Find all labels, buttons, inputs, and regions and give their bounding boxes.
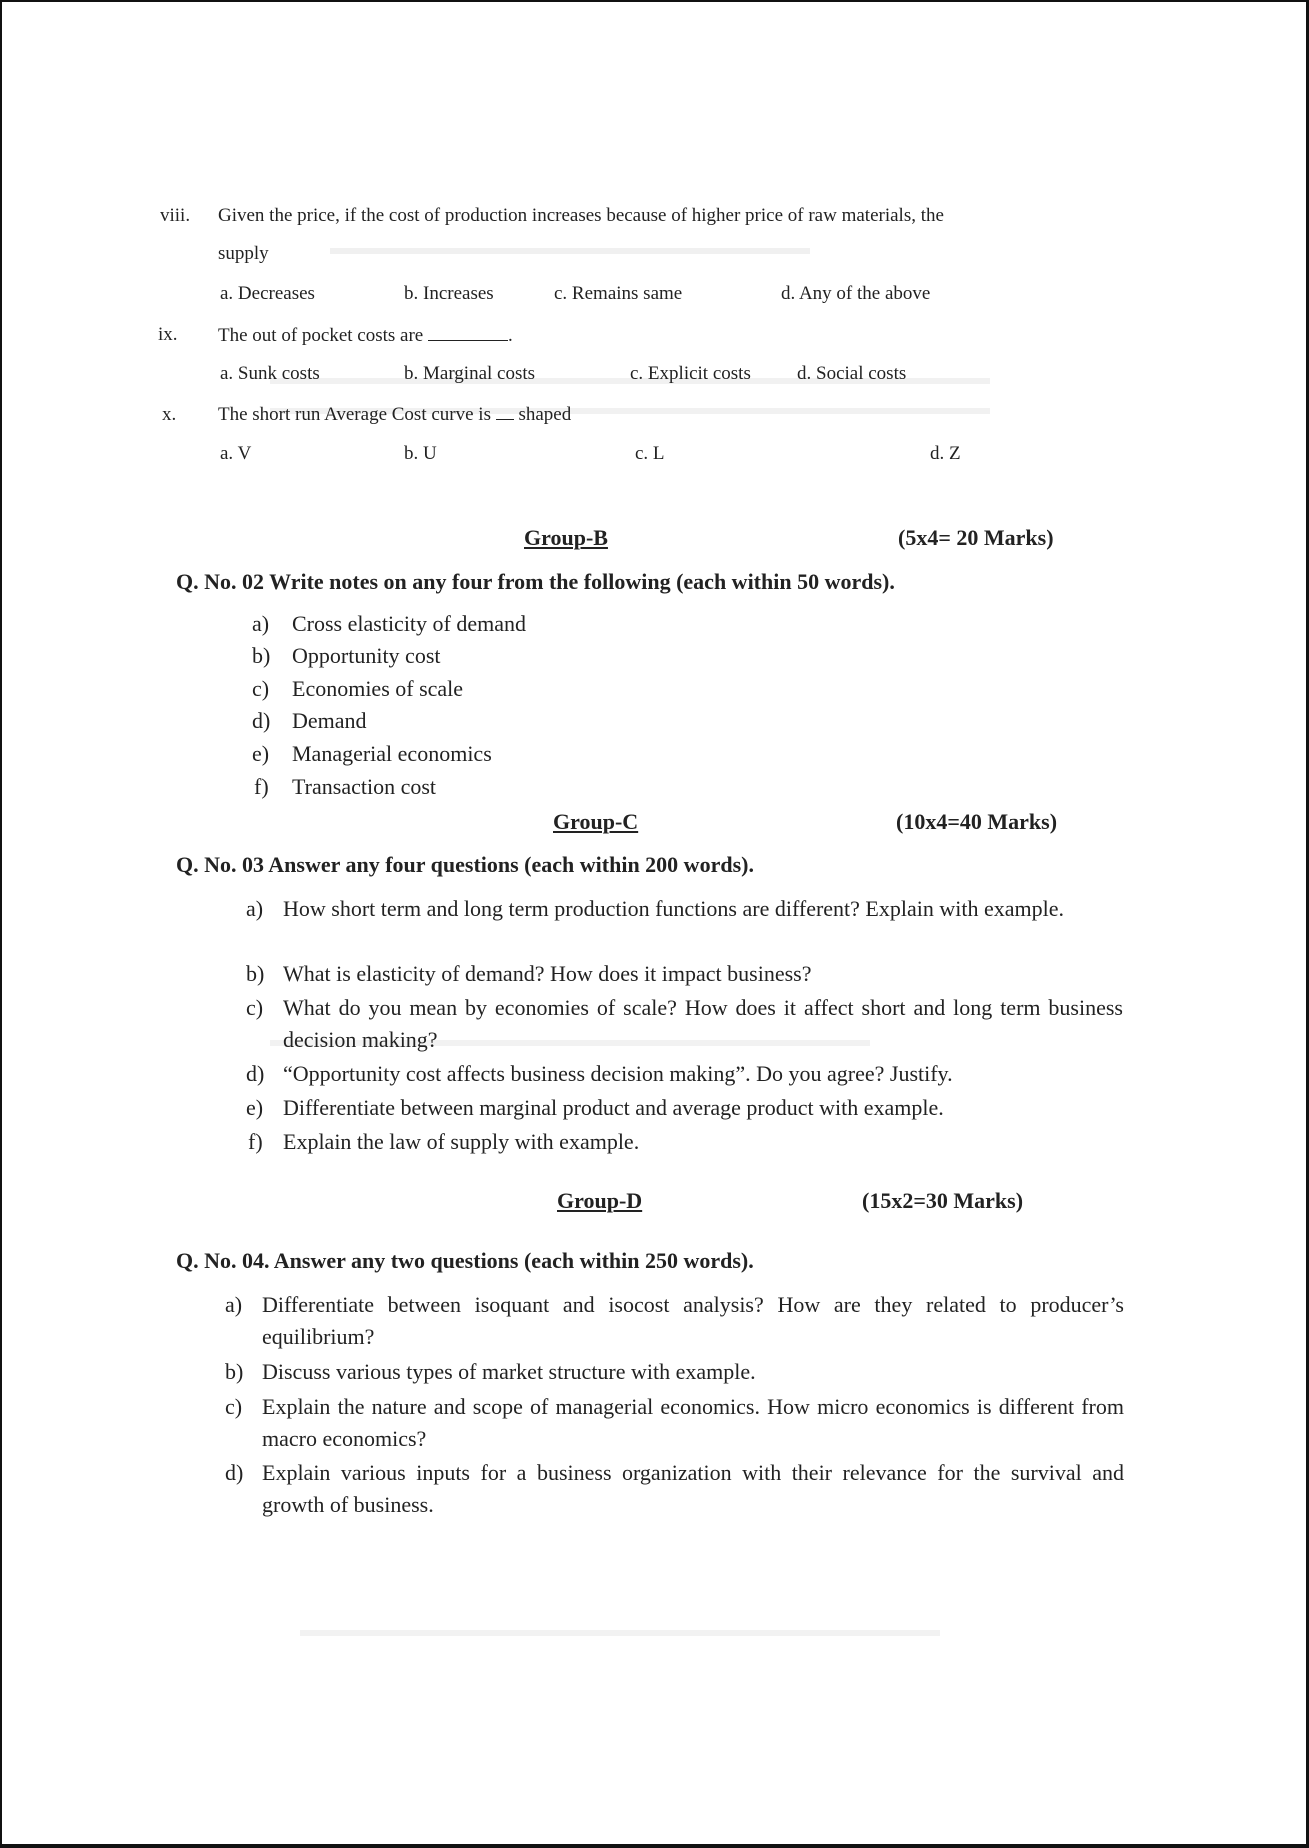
question-label: a)	[225, 1292, 243, 1317]
group-d-question: Q. No. 04. Answer any two questions (each within 250 words).	[176, 1248, 754, 1273]
question-label: e)	[246, 1095, 264, 1120]
group-b-marks: (5x4= 20 Marks)	[898, 525, 1054, 550]
list-item-text: Managerial economics	[292, 741, 492, 766]
list-item-label: e)	[252, 741, 270, 766]
mcq-option: c. L	[635, 443, 665, 464]
question-text: Explain various inputs for a business organization with their relevance for the survival and growth of business.	[262, 1460, 1124, 1517]
question-label: c)	[246, 995, 264, 1020]
mcq-option: b. U	[404, 443, 437, 464]
group-d-marks: (15x2=30 Marks)	[862, 1188, 1024, 1213]
mcq-number: viii.	[160, 205, 191, 226]
group-c-question: Q. No. 03 Answer any four questions (each within 200 words).	[176, 852, 754, 877]
group-c-title: Group-C	[553, 809, 639, 834]
question-text: Discuss various types of market structure with example.	[262, 1359, 756, 1384]
list-item-text: Opportunity cost	[292, 643, 441, 668]
mcq-option: d. Social costs	[797, 363, 907, 384]
group-c-marks: (10x4=40 Marks)	[896, 809, 1058, 834]
question-text: How short term and long term production functions are different? Explain with example.	[283, 896, 1064, 921]
answer-blank	[496, 405, 514, 420]
list-item-text: Cross elasticity of demand	[292, 611, 527, 636]
list-item-text: Transaction cost	[292, 774, 437, 799]
mcq-question-line: supply	[218, 243, 269, 264]
question-label: b)	[225, 1359, 244, 1384]
bleed-through	[300, 1630, 940, 1646]
question-label: b)	[246, 961, 265, 986]
question-text: Explain the nature and scope of managerial economics. How micro economics is different from macro economics?	[262, 1394, 1124, 1451]
mcq-question-line: Given the price, if the cost of production increases because of higher price of raw materials, the	[218, 205, 944, 226]
question-label: c)	[225, 1394, 243, 1419]
question-text: What is elasticity of demand? How does it impact business?	[283, 961, 812, 986]
mcq-question-text: The out of pocket costs are	[218, 325, 424, 346]
mcq-question-text: shaped	[518, 404, 572, 425]
list-item-label: a)	[252, 611, 270, 636]
question-label: f)	[248, 1129, 263, 1154]
list-item-label: c)	[252, 676, 270, 701]
question-text: “Opportunity cost affects business decision making”. Do you agree? Justify.	[283, 1061, 953, 1086]
answer-blank	[428, 324, 508, 341]
list-item-label: b)	[252, 643, 271, 668]
list-item-label: d)	[252, 708, 271, 733]
question-label: a)	[246, 896, 264, 921]
question-text: What do you mean by economies of scale? How does it affect short and long term business decision making?	[283, 995, 1123, 1052]
question-text: Differentiate between marginal product and average product with example.	[283, 1095, 944, 1120]
question-label: d)	[246, 1061, 265, 1086]
question-text: Differentiate between isoquant and isocost analysis? How are they related to producer’s equilibrium?	[262, 1292, 1124, 1349]
mcq-option: d. Z	[930, 443, 961, 464]
mcq-question-text: .	[507, 325, 513, 346]
mcq-option: a. V	[220, 443, 252, 464]
mcq-option: a. Sunk costs	[220, 363, 320, 384]
mcq-number: ix.	[158, 324, 178, 345]
mcq-question	[218, 324, 513, 347]
mcq-option: a. Decreases	[220, 283, 315, 304]
mcq-option: b. Marginal costs	[404, 363, 536, 384]
group-b-title: Group-B	[524, 525, 608, 550]
mcq-question-text: The short run Average Cost curve is	[218, 404, 491, 425]
mcq-question	[218, 404, 571, 426]
bleed-through	[330, 248, 810, 264]
list-item-text: Demand	[292, 708, 367, 733]
mcq-number: x.	[162, 404, 177, 425]
question-text: Explain the law of supply with example.	[283, 1129, 640, 1154]
mcq-option: c. Remains same	[554, 283, 683, 304]
list-item-label: f)	[254, 774, 269, 799]
mcq-option: b. Increases	[404, 283, 494, 304]
question-label: d)	[225, 1460, 244, 1485]
group-b-question: Q. No. 02 Write notes on any four from the following (each within 50 words).	[176, 569, 895, 594]
mcq-option: c. Explicit costs	[630, 363, 751, 384]
group-d-title: Group-D	[557, 1188, 643, 1213]
list-item-text: Economies of scale	[292, 676, 464, 701]
mcq-option: d. Any of the above	[781, 283, 931, 304]
